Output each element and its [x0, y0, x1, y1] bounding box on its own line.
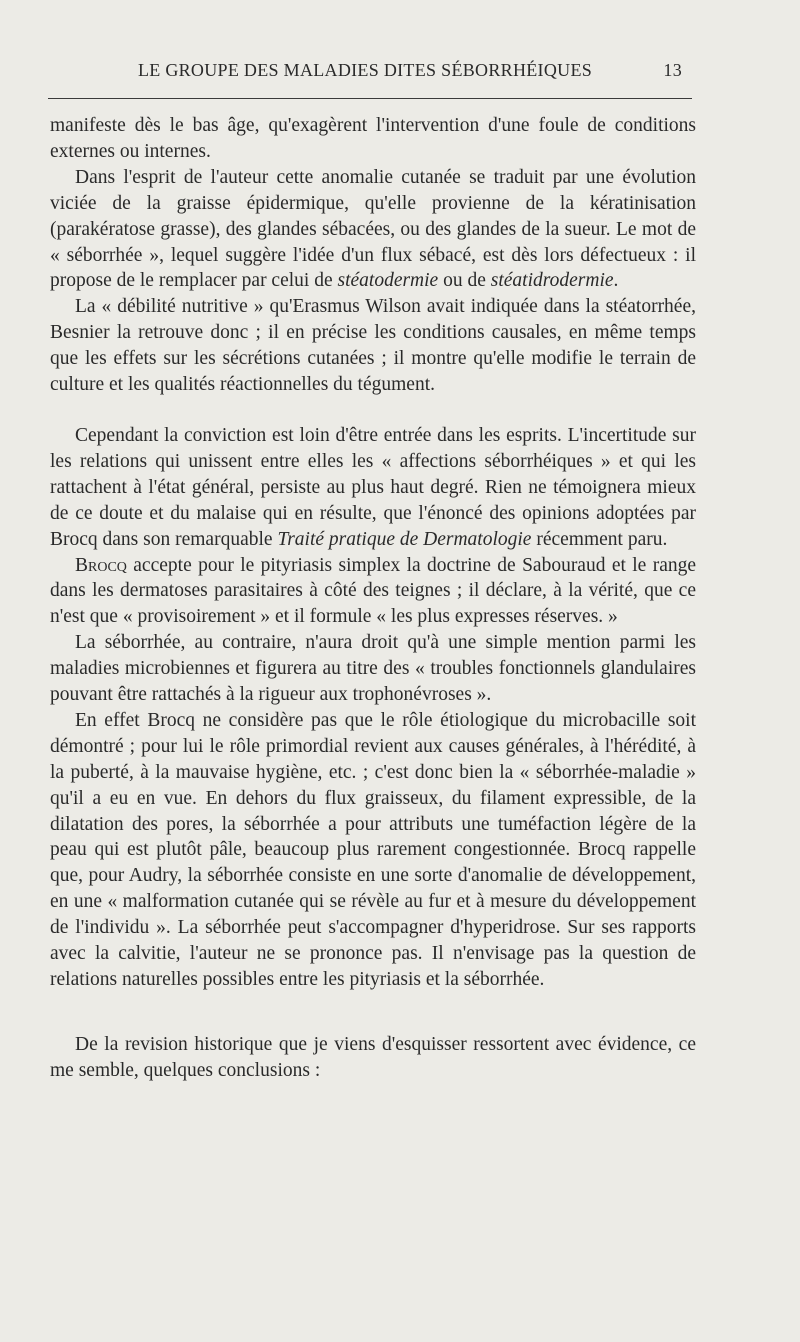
running-head — [50, 60, 680, 81]
paragraph-gap — [50, 993, 696, 1032]
paragraph-gap — [50, 398, 696, 423]
italic-term: stéatidrodermie — [490, 270, 614, 292]
paragraph-7: En effet Brocq ne considère pas que le rôle étiologique du microbacille soit démontré ; pour lui le rôle primordial revient aux causes générales, à l'hérédité, à la puberté, à la mauvaise hygiène, etc. ; c'est donc bien la « séborrhée-maladie » qu'il a eu en vue. En dehors du flux graisseux, du filament expressible, de la dilatation des pores, la séborrhée a pour attributs une tuméfaction légère de la peau qui est plutôt pâle, beaucoup plus rarement congestionnée. Brocq rappelle que, pour Audry, la séborrhée consiste en une sorte d'anomalie de développement, en une « malformation cutanée qui se révèle au fur et à mesure du développement de l'individu ». La séborrhée peut s'accompagner d'hyperidrose. Sur ses rapports avec la calvitie, l'auteur ne se prononce pas. Il n'envisage pas la question de relations naturelles possibles entre les pityriasis et la séborrhée. — [50, 709, 696, 990]
paragraph-8: De la revision historique que je viens d'esquisser ressortent avec évidence, ce me semble, quelques conclusions : — [50, 1033, 696, 1081]
paragraph-2: Dans l'esprit de l'auteur cette anomalie cutanée se traduit par une évolution viciée de la graisse épidermique, qu'elle provienne de la kératinisation (parakératose grasse), des glandes sébacées, ou des glandes de la sueur. Le mot de « séborrhée », lequel suggère l'idée d'un flux sébacé, est dès lors défectueux : il propose de le remplacer par celui de stéatodermie ou de stéatidrodermie. — [50, 166, 696, 292]
italic-title: Traité pratique de Dermatologie — [277, 528, 532, 550]
paragraph-1: manifeste dès le bas âge, qu'exagèrent l'intervention d'une foule de conditions externes ou internes. — [50, 115, 696, 162]
paragraph-3: La « débilité nutritive » qu'Erasmus Wilson avait indiquée dans la stéatorrhée, Besnier la retrouve donc ; il en précise les conditions causales, en même temps que les effets sur les sécrétions cutanées ; il montre qu'elle modifie le terrain de culture et les qualités réactionnelles du tégument. — [50, 296, 696, 396]
paragraph-5: Brocq accepte pour le pityriasis simplex la doctrine de Sabouraud et le range dans les dermatoses parasitaires à côté des teignes ; il déclare, à la vérité, que ce n'est que « provisoirement » et il formule « les plus expresses réserves. » — [50, 554, 697, 628]
page-number: 13 — [663, 60, 682, 80]
header-rule — [48, 98, 692, 99]
paragraph-6: La séborrhée, au contraire, n'aura droit qu'à une simple mention parmi les maladies microbiennes et figurera au titre des « troubles fonctionnels glandulaires pouvant être rattachés à la rigueur aux trophonévroses ». — [50, 632, 696, 706]
paragraph-4: Cependant la conviction est loin d'être entrée dans les esprits. L'incertitude sur les relations qui unissent entre elles les « affections séborrhéiques » et qui les rattachent à l'état général, persiste au plus haut degré. Rien ne témoignera mieux de ce doute et du malaise qui en résulte, que l'énoncé des opinions adoptées par Brocq dans son remarquable Traité pratique de Dermatologie récemment paru. — [50, 424, 696, 550]
running-head-title: LE GROUPE DES MALADIES DITES SÉBORRHÉIQUES — [137, 60, 593, 80]
body-text — [50, 113, 696, 1084]
italic-term: stéatodermie — [337, 270, 439, 292]
author-name: Brocq — [75, 554, 127, 576]
